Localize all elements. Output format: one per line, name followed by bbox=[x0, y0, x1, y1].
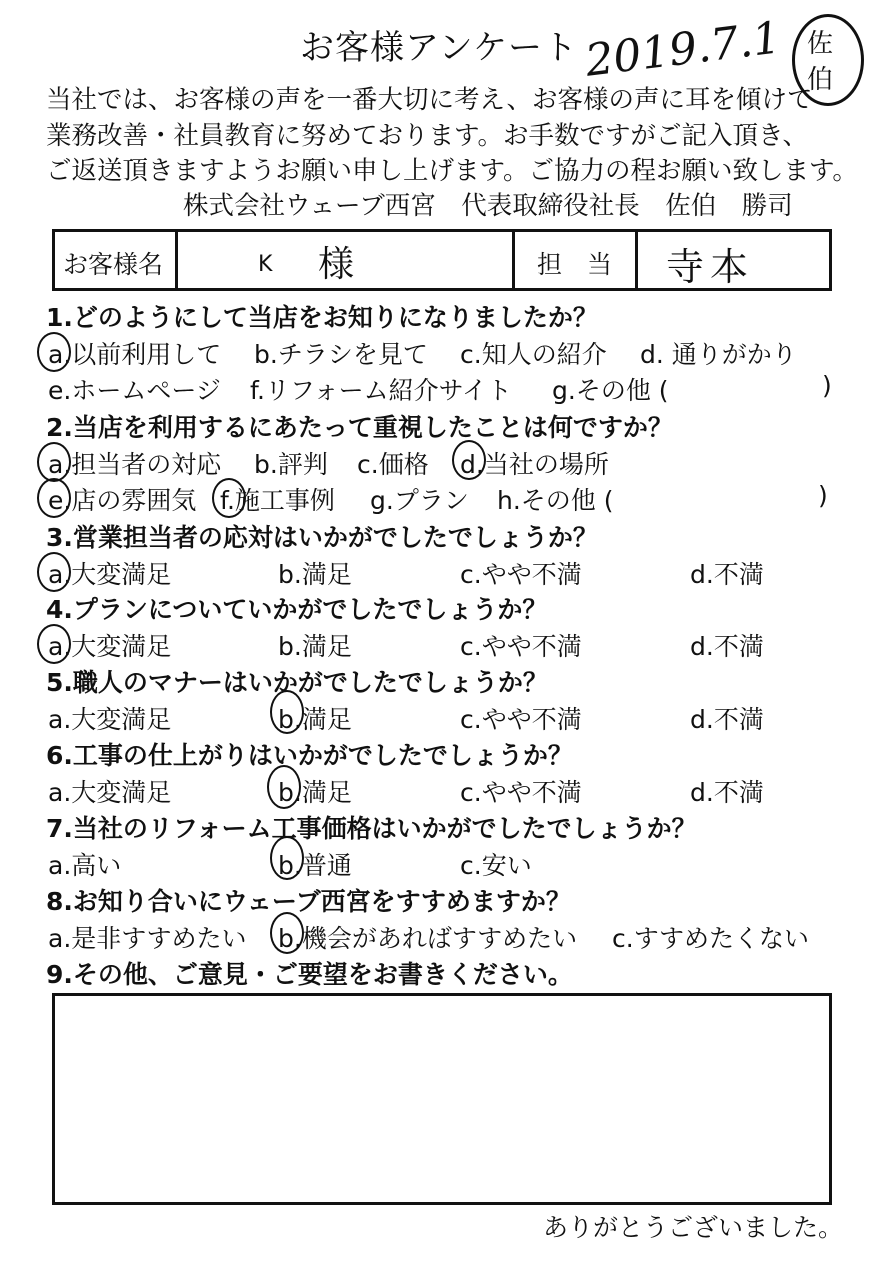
q2-option-e[interactable]: e.店の雰囲気 bbox=[48, 486, 197, 515]
q7-option-c[interactable]: c.安い bbox=[460, 851, 532, 880]
q4-option-b[interactable]: b.満足 bbox=[278, 632, 352, 661]
comment-textarea[interactable] bbox=[52, 993, 832, 1205]
q3-option-d[interactable]: d.不満 bbox=[690, 560, 764, 589]
customer-name-label-cell bbox=[55, 232, 178, 288]
q4-option-c[interactable]: c.やや不満 bbox=[460, 632, 582, 661]
q5-option-b[interactable]: b.満足 bbox=[278, 705, 352, 734]
q7-option-a[interactable]: a.高い bbox=[48, 851, 122, 880]
seal-char-2: 伯 bbox=[807, 65, 834, 95]
q1-option-g[interactable]: g.その他 ( bbox=[552, 376, 669, 405]
q4-option-d[interactable]: d.不満 bbox=[690, 632, 764, 661]
answer-circle-q4a bbox=[37, 624, 71, 664]
q1-option-a[interactable]: a.以前利用して bbox=[48, 340, 222, 369]
q2-option-h[interactable]: h.その他 ( bbox=[497, 486, 614, 515]
customer-name-value: K bbox=[258, 252, 273, 277]
question-4-title: 4.プランについていかがでしたでしょうか？ bbox=[46, 595, 548, 624]
q1-option-b[interactable]: b.チラシを見て bbox=[254, 340, 428, 369]
question-2-title: 2.当店を利用するにあたって重視したことは何ですか？ bbox=[46, 413, 673, 442]
staff-label-cell bbox=[515, 232, 638, 288]
q6-option-c[interactable]: c.やや不満 bbox=[460, 778, 582, 807]
q1-option-d[interactable]: d. 通りがかり bbox=[640, 340, 797, 369]
question-7-title: 7.当社のリフォーム工事価格はいかがでしたでしょうか？ bbox=[46, 814, 697, 843]
seal-char-1: 佐 bbox=[807, 29, 834, 59]
q3-option-c[interactable]: c.やや不満 bbox=[460, 560, 582, 589]
answer-circle-q2f bbox=[212, 478, 246, 518]
answer-circle-q5b bbox=[270, 690, 304, 734]
answer-circle-q3a bbox=[37, 552, 71, 592]
customer-name-label: お客様名 bbox=[63, 250, 164, 279]
q5-option-c[interactable]: c.やや不満 bbox=[460, 705, 582, 734]
q2-option-b[interactable]: b.評判 bbox=[254, 450, 328, 479]
customer-name-suffix: 様 bbox=[318, 244, 355, 285]
answer-circle-q6b bbox=[267, 765, 301, 809]
q6-option-d[interactable]: d.不満 bbox=[690, 778, 764, 807]
question-9-title: 9.その他、ご意見・ご要望をお書きください。 bbox=[46, 960, 573, 989]
q1-option-f[interactable]: f.リフォーム紹介サイト bbox=[250, 376, 512, 405]
staff-value: 寺本 bbox=[666, 245, 755, 289]
staff-field[interactable] bbox=[638, 232, 829, 288]
q8-option-a[interactable]: a.是非すすめたい bbox=[48, 924, 247, 953]
answer-circle-q7b bbox=[270, 836, 304, 880]
intro-line-3: ご返送頂きますようお願い申し上げます。ご協力の程お願い致します。 bbox=[46, 156, 858, 186]
q8-option-b[interactable]: b.機会があればすすめたい bbox=[278, 924, 578, 953]
customer-name-field[interactable] bbox=[178, 232, 515, 288]
answer-circle-q1a bbox=[37, 332, 71, 372]
q6-option-a[interactable]: a.大変満足 bbox=[48, 778, 172, 807]
q8-option-c[interactable]: c.すすめたくない bbox=[612, 924, 809, 953]
q5-option-a[interactable]: a.大変満足 bbox=[48, 705, 172, 734]
question-8-title: 8.お知り合いにウェーブ西宮をすすめますか？ bbox=[46, 887, 571, 916]
q2-option-h-close: ) bbox=[818, 481, 828, 510]
q1-option-e[interactable]: e.ホームページ bbox=[48, 376, 221, 405]
answer-circle-q2a bbox=[37, 442, 71, 482]
staff-label: 担 当 bbox=[537, 250, 613, 279]
thank-you-footer: ありがとうございました。 bbox=[543, 1213, 844, 1242]
q5-option-d[interactable]: d.不満 bbox=[690, 705, 764, 734]
q1-option-c[interactable]: c.知人の紹介 bbox=[460, 340, 607, 369]
q3-option-a[interactable]: a.大変満足 bbox=[48, 560, 172, 589]
answer-circle-q8b bbox=[270, 912, 304, 954]
survey-title: お客様アンケート bbox=[300, 28, 578, 68]
q2-option-f[interactable]: f.施工事例 bbox=[220, 486, 335, 515]
q7-option-b[interactable]: b.普通 bbox=[278, 851, 352, 880]
q2-option-d[interactable]: d.当社の場所 bbox=[460, 450, 609, 479]
q3-option-b[interactable]: b.満足 bbox=[278, 560, 352, 589]
q4-option-a[interactable]: a.大変満足 bbox=[48, 632, 172, 661]
q6-option-b[interactable]: b.満足 bbox=[278, 778, 352, 807]
answer-circle-q2d bbox=[452, 440, 486, 480]
q2-option-a[interactable]: a.担当者の対応 bbox=[48, 450, 222, 479]
q2-option-g[interactable]: g.プラン bbox=[370, 486, 469, 515]
q1-option-g-close: ) bbox=[822, 371, 832, 400]
question-5-title: 5.職人のマナーはいかがでしたでしょうか？ bbox=[46, 668, 548, 697]
company-signature: 株式会社ウェーブ西宮 代表取締役社長 佐伯 勝司 bbox=[183, 191, 793, 221]
question-1-title: 1.どのようにして当店をお知りになりましたか？ bbox=[46, 303, 598, 332]
q2-option-c[interactable]: c.価格 bbox=[357, 450, 429, 479]
question-3-title: 3.営業担当者の応対はいかがでしたでしょうか？ bbox=[46, 523, 598, 552]
answer-circle-q2e bbox=[37, 478, 71, 518]
handwritten-date: 2019.7.1 bbox=[582, 12, 784, 87]
customer-info-table bbox=[52, 229, 832, 291]
question-6-title: 6.工事の仕上がりはいかがでしたでしょうか？ bbox=[46, 741, 573, 770]
intro-line-2: 業務改善・社員教育に努めております。お手数ですがご記入頂き、 bbox=[46, 121, 808, 151]
intro-line-1: 当社では、お客様の声を一番大切に考え、お客様の声に耳を傾けて bbox=[46, 85, 813, 115]
